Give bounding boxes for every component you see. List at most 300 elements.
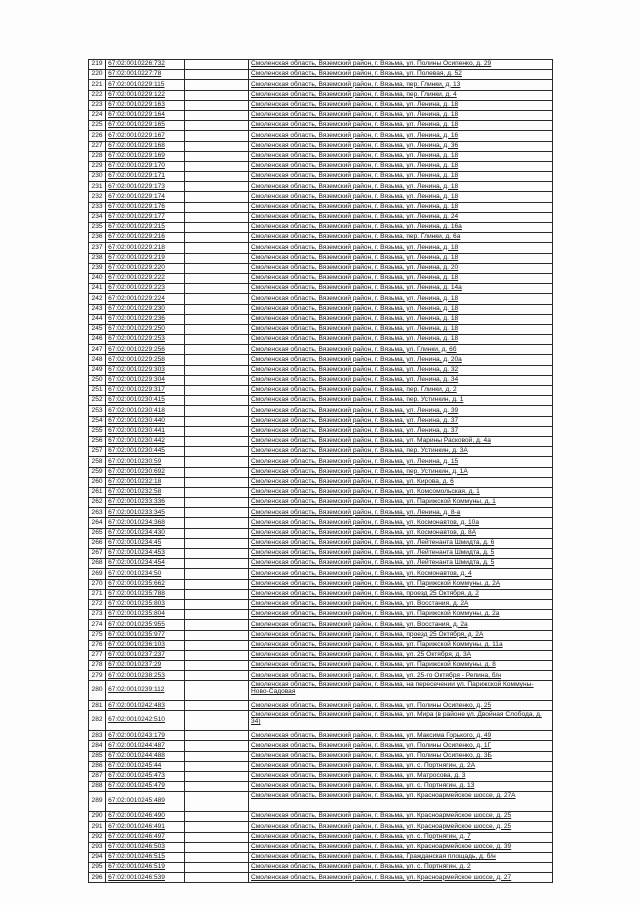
- cadastral-number: 67:02:0010245:44: [106, 761, 185, 771]
- table-row: [89, 416, 553, 426]
- cadastral-number: 67:02:0010235:955: [106, 620, 185, 630]
- row-number: 241: [89, 284, 106, 294]
- empty-cell: [184, 110, 248, 120]
- row-number: 222: [89, 90, 106, 100]
- empty-cell: [184, 701, 248, 711]
- empty-cell: [184, 467, 248, 477]
- address-cell: Смоленская область, Вяземский район, г. Вязьма, ул. Красноармейское шоссе, д. 25: [249, 812, 553, 822]
- table-row: [89, 701, 553, 711]
- table-row: [89, 650, 553, 660]
- row-number: 220: [89, 70, 106, 80]
- row-number: 261: [89, 487, 106, 497]
- empty-cell: [184, 863, 248, 873]
- empty-cell: [184, 661, 248, 671]
- row-number: 280: [89, 681, 106, 701]
- empty-cell: [184, 579, 248, 589]
- row-number: 227: [89, 141, 106, 151]
- cadastral-number: 67:02:0010229:256: [106, 345, 185, 355]
- table-row: [89, 579, 553, 589]
- table-row: [89, 842, 553, 852]
- empty-cell: [184, 324, 248, 334]
- cadastral-number: 67:02:0010229:168: [106, 141, 185, 151]
- cadastral-number: 67:02:0010229:258: [106, 355, 185, 365]
- table-row: [89, 151, 553, 161]
- address-text: Смоленская область, Вяземский район, г. Вязьма, ул. Мира (в районе ул. Двойная Слобода, д. 34): [251, 711, 542, 726]
- table-row: [89, 741, 553, 751]
- table-row: [89, 549, 553, 559]
- row-number: 262: [89, 498, 106, 508]
- address-cell: Смоленская область, Вяземский район, г. Вязьма, ул. Парижской Коммуны, д. 11а: [249, 640, 553, 650]
- table-row: [89, 589, 553, 599]
- row-number: 231: [89, 182, 106, 192]
- table-row: [89, 559, 553, 569]
- address-cell: Смоленская область, Вяземский район, г. Вязьма, ул. Восстания, д. 2А: [249, 599, 553, 609]
- table-row: [89, 477, 553, 487]
- empty-cell: [184, 812, 248, 822]
- empty-cell: [184, 751, 248, 761]
- row-number: 267: [89, 549, 106, 559]
- cadastral-number: 67:02:0010235:977: [106, 630, 185, 640]
- empty-cell: [184, 873, 248, 883]
- empty-cell: [184, 538, 248, 548]
- cadastral-number: 67:02:0010229:174: [106, 192, 185, 202]
- empty-cell: [184, 792, 248, 812]
- address-cell: Смоленская область, Вяземский район, г. Вязьма, ул. Ленина, д. 18: [249, 182, 553, 192]
- address-cell: Смоленская область, Вяземский район, г. Вязьма, ул. 25-го Октября - Репина, б/н: [249, 671, 553, 681]
- address-cell: Смоленская область, Вяземский район, г. Вязьма, ул. Ленина, д. 18: [249, 324, 553, 334]
- cadastral-number: 67:02:0010229:215: [106, 223, 185, 233]
- address-cell: Смоленская область, Вяземский район, г. Вязьма, ул. Глинки, д. 6б: [249, 345, 553, 355]
- address-cell: Смоленская область, Вяземский район, г. Вязьма, ул. Лейтенанта Шмидта, д. 5: [249, 549, 553, 559]
- row-number: 273: [89, 610, 106, 620]
- empty-cell: [184, 620, 248, 630]
- address-cell: Смоленская область, Вяземский район, г. Вязьма, ул. Восстания, д. 2а: [249, 620, 553, 630]
- cadastral-number: 67:02:0010246:497: [106, 832, 185, 842]
- empty-cell: [184, 842, 248, 852]
- row-number: 252: [89, 396, 106, 406]
- address-text: Смоленская область, Вяземский район, г. Вязьма, ул. Красноармейское шоссе, д. 27А: [251, 792, 516, 800]
- row-number: 278: [89, 661, 106, 671]
- cadastral-number: 67:02:0010229:177: [106, 212, 185, 222]
- cadastral-number: 67:02:0010235:788: [106, 589, 185, 599]
- row-number: 248: [89, 355, 106, 365]
- row-number: 236: [89, 233, 106, 243]
- address-cell: Смоленская область, Вяземский район, г. Вязьма, ул. с. Портнягин, д. 7: [249, 832, 553, 842]
- cadastral-number: 67:02:0010234:50: [106, 569, 185, 579]
- cadastral-number: 67:02:0010239:112: [106, 681, 185, 701]
- address-cell: Смоленская область, Вяземский район, г. Вязьма, ул. Максима Горького, д. 49: [249, 731, 553, 741]
- table-row: [89, 172, 553, 182]
- table-row: [89, 324, 553, 334]
- empty-cell: [184, 100, 248, 110]
- table-row: [89, 396, 553, 406]
- cadastral-number: 67:02:0010234:430: [106, 528, 185, 538]
- row-number: 276: [89, 640, 106, 650]
- address-text: Смоленская область, Вяземский район, г. Вязьма, на пересечении ул. Парижской Коммуны-Ново-Садовая: [251, 681, 534, 696]
- empty-cell: [184, 610, 248, 620]
- empty-cell: [184, 161, 248, 171]
- table-row: [89, 100, 553, 110]
- empty-cell: [184, 822, 248, 832]
- row-number: 257: [89, 447, 106, 457]
- cadastral-number: 67:02:0010244:487: [106, 741, 185, 751]
- row-number: 284: [89, 741, 106, 751]
- empty-cell: [184, 761, 248, 771]
- row-number: 224: [89, 110, 106, 120]
- address-cell: Смоленская область, Вяземский район, г. Вязьма, ул. Ленина, д. 18: [249, 202, 553, 212]
- row-number: 296: [89, 873, 106, 883]
- row-number: 232: [89, 192, 106, 202]
- table-row: [89, 223, 553, 233]
- row-number: 226: [89, 131, 106, 141]
- row-number: 259: [89, 467, 106, 477]
- table-row: [89, 355, 553, 365]
- address-cell: Смоленская область, Вяземский район, г. Вязьма, ул. Ленина, д. 18: [249, 151, 553, 161]
- table-row: [89, 375, 553, 385]
- cadastral-number: 67:02:0010230:445: [106, 447, 185, 457]
- row-number: 295: [89, 863, 106, 873]
- cadastral-number: 67:02:0010229:173: [106, 182, 185, 192]
- address-cell: Смоленская область, Вяземский район, г. Вязьма, ул. Ленина, д. 8-а: [249, 508, 553, 518]
- address-cell: Смоленская область, Вяземский район, г. Вязьма, ул. Ленина, д. 15: [249, 457, 553, 467]
- row-number: 238: [89, 253, 106, 263]
- row-number: 245: [89, 324, 106, 334]
- row-number: 285: [89, 751, 106, 761]
- address-cell: Смоленская область, Вяземский район, г. Вязьма, ул. Кирова, д. 6: [249, 477, 553, 487]
- row-number: 272: [89, 599, 106, 609]
- table-row: [89, 467, 553, 477]
- empty-cell: [184, 172, 248, 182]
- address-cell: Смоленская область, Вяземский район, г. Вязьма, ул. Полины Осипенко, д. 29: [249, 60, 553, 70]
- empty-cell: [184, 498, 248, 508]
- table-row: [89, 457, 553, 467]
- table-row: [89, 640, 553, 650]
- row-number: 281: [89, 701, 106, 711]
- table-row: [89, 528, 553, 538]
- cadastral-number: 67:02:0010229:167: [106, 131, 185, 141]
- cadastral-number: 67:02:0010229:224: [106, 294, 185, 304]
- table-row: [89, 873, 553, 883]
- row-number: 239: [89, 263, 106, 273]
- table-row: [89, 110, 553, 120]
- row-number: 244: [89, 314, 106, 324]
- address-cell: Смоленская область, Вяземский район, г. Вязьма, ул. Ленина, д. 18: [249, 314, 553, 324]
- address-cell: Смоленская область, Вяземский район, г. Вязьма, ул. Ленина, д. 18: [249, 335, 553, 345]
- empty-cell: [184, 832, 248, 842]
- empty-cell: [184, 223, 248, 233]
- cadastral-number: 67:02:0010246:491: [106, 822, 185, 832]
- cadastral-number: 67:02:0010242:510: [106, 711, 185, 731]
- empty-cell: [184, 671, 248, 681]
- address-cell: Смоленская область, Вяземский район, г. Вязьма, ул. Ленина, д. 18: [249, 192, 553, 202]
- row-number: 275: [89, 630, 106, 640]
- cadastral-number: 67:02:0010229:169: [106, 151, 185, 161]
- row-number: 283: [89, 731, 106, 741]
- row-number: 235: [89, 223, 106, 233]
- empty-cell: [184, 314, 248, 324]
- empty-cell: [184, 599, 248, 609]
- cadastral-number: 67:02:0010235:662: [106, 579, 185, 589]
- empty-cell: [184, 253, 248, 263]
- row-number: 255: [89, 426, 106, 436]
- cadastral-number: 67:02:0010235:804: [106, 610, 185, 620]
- cadastral-number: 67:02:0010230:415: [106, 396, 185, 406]
- empty-cell: [184, 284, 248, 294]
- table-row: [89, 761, 553, 771]
- row-number: 288: [89, 782, 106, 792]
- row-number: 266: [89, 538, 106, 548]
- cadastral-number: 67:02:0010235:803: [106, 599, 185, 609]
- empty-cell: [184, 335, 248, 345]
- table-row: [89, 141, 553, 151]
- address-cell: Смоленская область, Вяземский район, г. Вязьма, ул. Полины Осипенко, д. 25: [249, 701, 553, 711]
- address-cell: Смоленская область, Вяземский район, г. Вязьма, ул. Ленина, д. 18: [249, 172, 553, 182]
- empty-cell: [184, 294, 248, 304]
- address-cell: Смоленская область, Вяземский район, г. Вязьма, ул. 25 Октября, д. 3А: [249, 650, 553, 660]
- empty-cell: [184, 528, 248, 538]
- empty-cell: [184, 549, 248, 559]
- row-number: 260: [89, 477, 106, 487]
- cadastral-number: 67:02:0010234:45: [106, 538, 185, 548]
- cadastral-number: 67:02:0010232:58: [106, 487, 185, 497]
- table-row: [89, 131, 553, 141]
- table-row: [89, 447, 553, 457]
- address-cell: [249, 711, 553, 731]
- table-row: [89, 70, 553, 80]
- row-number: 258: [89, 457, 106, 467]
- address-cell: Смоленская область, Вяземский район, г. Вязьма, ул. Красноармейское шоссе, д. 25: [249, 822, 553, 832]
- empty-cell: [184, 131, 248, 141]
- cadastral-number: 67:02:0010229:163: [106, 100, 185, 110]
- cadastral-number: 67:02:0010233:345: [106, 508, 185, 518]
- row-number: 263: [89, 508, 106, 518]
- table-row: [89, 161, 553, 171]
- row-number: 264: [89, 518, 106, 528]
- table-row: [89, 771, 553, 781]
- row-number: 237: [89, 243, 106, 253]
- cadastral-number: 67:02:0010229:222: [106, 273, 185, 283]
- address-cell: Смоленская область, Вяземский район, г. Вязьма, ул. Ленина, д. 39: [249, 406, 553, 416]
- empty-cell: [184, 589, 248, 599]
- table-row: [89, 335, 553, 345]
- cadastral-number: 67:02:0010245:489: [106, 792, 185, 812]
- address-cell: Смоленская область, Вяземский район, г. Вязьма, ул. с. Портнягин, д. 13: [249, 782, 553, 792]
- table-row: [89, 782, 553, 792]
- row-number: 279: [89, 671, 106, 681]
- registry-table-body: [89, 60, 553, 883]
- row-number: 228: [89, 151, 106, 161]
- empty-cell: [184, 192, 248, 202]
- table-row: [89, 294, 553, 304]
- empty-cell: [184, 782, 248, 792]
- cadastral-number: 67:02:0010234:453: [106, 549, 185, 559]
- empty-cell: [184, 233, 248, 243]
- address-cell: Смоленская область, Вяземский район, г. Вязьма, ул. Красноармейское шоссе, д. 27: [249, 873, 553, 883]
- address-cell: Смоленская область, Вяземский район, г. Вязьма, ул. Ленина, д. 37: [249, 426, 553, 436]
- table-row: [89, 192, 553, 202]
- address-cell: Смоленская область, Вяземский район, г. Вязьма, ул. Красноармейское шоссе, д. 39: [249, 842, 553, 852]
- cadastral-number: 67:02:0010242:483: [106, 701, 185, 711]
- table-row: [89, 508, 553, 518]
- row-number: 234: [89, 212, 106, 222]
- cadastral-number: 67:02:0010229:230: [106, 304, 185, 314]
- empty-cell: [184, 273, 248, 283]
- table-row: [89, 253, 553, 263]
- table-row: [89, 498, 553, 508]
- cadastral-number: 67:02:0010245:479: [106, 782, 185, 792]
- address-cell: Смоленская область, Вяземский район, г. Вязьма, ул. Ленина, д. 18: [249, 243, 553, 253]
- table-row: [89, 202, 553, 212]
- row-number: 294: [89, 852, 106, 862]
- row-number: 247: [89, 345, 106, 355]
- address-cell: Смоленская область, Вяземский район, г. Вязьма, ул. Ленина, д. 36: [249, 141, 553, 151]
- row-number: 271: [89, 589, 106, 599]
- row-number: 269: [89, 569, 106, 579]
- row-number: 268: [89, 559, 106, 569]
- cadastral-number: 67:02:0010230:442: [106, 436, 185, 446]
- cadastral-number: 67:02:0010234:368: [106, 518, 185, 528]
- empty-cell: [184, 477, 248, 487]
- empty-cell: [184, 426, 248, 436]
- cadastral-number: 67:02:0010229:253: [106, 335, 185, 345]
- empty-cell: [184, 202, 248, 212]
- table-row: [89, 822, 553, 832]
- table-row: [89, 80, 553, 90]
- empty-cell: [184, 304, 248, 314]
- table-row: [89, 182, 553, 192]
- row-number: 219: [89, 60, 106, 70]
- table-row: [89, 863, 553, 873]
- cadastral-number: 67:02:0010229:317: [106, 386, 185, 396]
- table-row: [89, 620, 553, 630]
- cadastral-number: 67:02:0010232:18: [106, 477, 185, 487]
- address-cell: Смоленская область, Вяземский район, г. Вязьма, ул. Ленина, д. 14а: [249, 284, 553, 294]
- empty-cell: [184, 90, 248, 100]
- cadastral-number: 67:02:0010237:237: [106, 650, 185, 660]
- cadastral-number: 67:02:0010229:236: [106, 314, 185, 324]
- address-cell: Смоленская область, Вяземский район, г. Вязьма, ул. Ленина, д. 20: [249, 263, 553, 273]
- cadastral-number: 67:02:0010244:488: [106, 751, 185, 761]
- table-row: [89, 345, 553, 355]
- table-row: [89, 852, 553, 862]
- cadastral-number: 67:02:0010226:732: [106, 60, 185, 70]
- address-cell: Смоленская область, Вяземский район, г. Вязьма, ул. Космонавтов, д. 8А: [249, 528, 553, 538]
- address-cell: Смоленская область, Вяземский район, г. Вязьма, проезд 25 Октября, д. 2: [249, 589, 553, 599]
- table-row: [89, 487, 553, 497]
- table-row: [89, 90, 553, 100]
- address-cell: Смоленская область, Вяземский район, г. Вязьма, ул. Ленина, д. 18: [249, 273, 553, 283]
- cadastral-number: 67:02:0010230:418: [106, 406, 185, 416]
- row-number: 225: [89, 121, 106, 131]
- table-row: [89, 569, 553, 579]
- table-row: [89, 60, 553, 70]
- cadastral-number: 67:02:0010230:440: [106, 416, 185, 426]
- table-row: [89, 832, 553, 842]
- empty-cell: [184, 640, 248, 650]
- table-row: [89, 610, 553, 620]
- empty-cell: [184, 436, 248, 446]
- empty-cell: [184, 569, 248, 579]
- address-cell: Смоленская область, Вяземский район, г. Вязьма, ул. Ленина, д. 18: [249, 121, 553, 131]
- cadastral-number: 67:02:0010234:454: [106, 559, 185, 569]
- address-cell: [249, 681, 553, 701]
- address-cell: Смоленская область, Вяземский район, г. Вязьма, ул. Ленина, д. 16: [249, 131, 553, 141]
- row-number: 287: [89, 771, 106, 781]
- cadastral-number: 67:02:0010229:303: [106, 365, 185, 375]
- address-cell: Смоленская область, Вяземский район, г. Вязьма, ул. с. Портнягин, д. 2: [249, 863, 553, 873]
- row-number: 289: [89, 792, 106, 812]
- cadastral-number: 67:02:0010246:515: [106, 852, 185, 862]
- row-number: 223: [89, 100, 106, 110]
- empty-cell: [184, 457, 248, 467]
- empty-cell: [184, 852, 248, 862]
- address-cell: Смоленская область, Вяземский район, г. Вязьма, ул. Парижской Коммуны, д. 1: [249, 498, 553, 508]
- cadastral-number: 67:02:0010246:519: [106, 863, 185, 873]
- cadastral-number: 67:02:0010229:219: [106, 253, 185, 263]
- empty-cell: [184, 182, 248, 192]
- empty-cell: [184, 345, 248, 355]
- empty-cell: [184, 681, 248, 701]
- table-row: [89, 243, 553, 253]
- cadastral-number: 67:02:0010238:253: [106, 671, 185, 681]
- row-number: 229: [89, 161, 106, 171]
- cadastral-number: 67:02:0010229:122: [106, 90, 185, 100]
- table-row: [89, 792, 553, 812]
- cadastral-number: 67:02:0010237:29: [106, 661, 185, 671]
- row-number: 265: [89, 528, 106, 538]
- row-number: 251: [89, 386, 106, 396]
- address-cell: Смоленская область, Вяземский район, г. Вязьма, ул. Лейтенанта Шмидта, д. 5: [249, 559, 553, 569]
- cadastral-number: 67:02:0010246:539: [106, 873, 185, 883]
- empty-cell: [184, 518, 248, 528]
- empty-cell: [184, 386, 248, 396]
- table-row: [89, 751, 553, 761]
- row-number: 254: [89, 416, 106, 426]
- cadastral-number: 67:02:0010233:336: [106, 498, 185, 508]
- address-cell: Смоленская область, Вяземский район, г. Вязьма, ул. Полевая, д. 52: [249, 70, 553, 80]
- table-row: [89, 263, 553, 273]
- cadastral-number: 67:02:0010246:503: [106, 842, 185, 852]
- address-cell: Смоленская область, Вяземский район, г. Вязьма, ул. Ленина, д. 20а: [249, 355, 553, 365]
- empty-cell: [184, 151, 248, 161]
- table-row: [89, 518, 553, 528]
- row-number: 249: [89, 365, 106, 375]
- cadastral-number: 67:02:0010229:220: [106, 263, 185, 273]
- table-row: [89, 233, 553, 243]
- row-number: 230: [89, 172, 106, 182]
- cadastral-number: 67:02:0010229:176: [106, 202, 185, 212]
- cadastral-number: 67:02:0010245:473: [106, 771, 185, 781]
- address-cell: Смоленская область, Вяземский район, г. Вязьма, ул. Ленина, д. 16а: [249, 223, 553, 233]
- address-cell: Смоленская область, Вяземский район, г. Вязьма, пер. Устинкин, д. 1: [249, 396, 553, 406]
- table-row: [89, 121, 553, 131]
- address-cell: Смоленская область, Вяземский район, г. Вязьма, ул. Ленина, д. 24: [249, 212, 553, 222]
- row-number: 286: [89, 761, 106, 771]
- address-cell: Смоленская область, Вяземский район, г. Вязьма, ул. Комсомольская, д. 1: [249, 487, 553, 497]
- row-number: 250: [89, 375, 106, 385]
- cadastral-number: 67:02:0010243:179: [106, 731, 185, 741]
- empty-cell: [184, 487, 248, 497]
- empty-cell: [184, 121, 248, 131]
- row-number: 242: [89, 294, 106, 304]
- empty-cell: [184, 416, 248, 426]
- table-row: [89, 812, 553, 822]
- table-row: [89, 671, 553, 681]
- address-cell: Смоленская область, Вяземский район, г. Вязьма, ул. Ленина, д. 32: [249, 365, 553, 375]
- address-cell: [249, 792, 553, 812]
- empty-cell: [184, 263, 248, 273]
- row-number: 293: [89, 842, 106, 852]
